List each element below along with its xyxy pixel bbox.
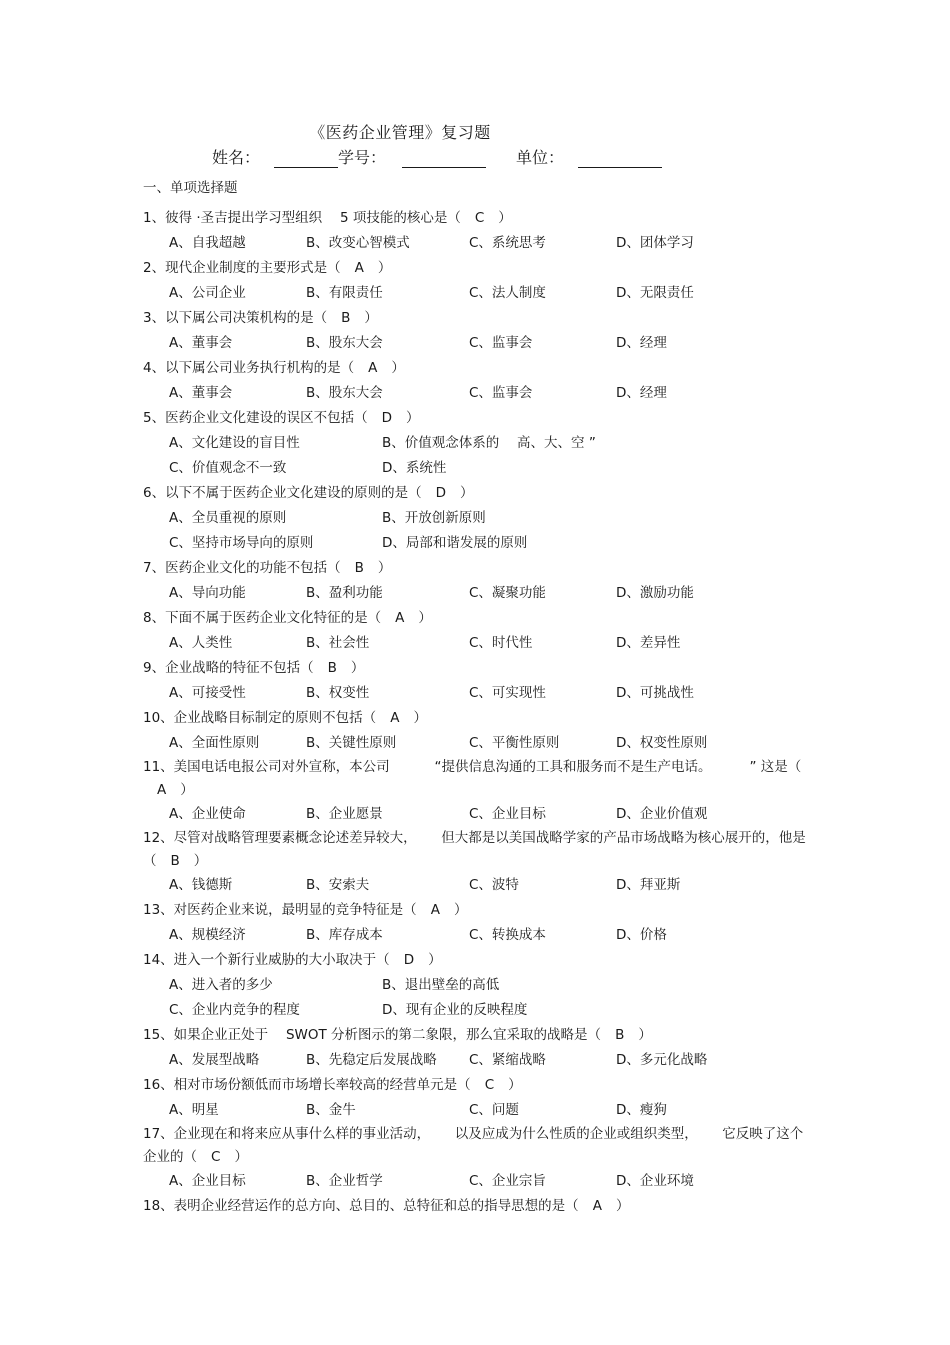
question-stem: [143, 356, 808, 381]
question-stem: [143, 1073, 808, 1098]
answer-letter: A: [390, 710, 400, 726]
option-row: [143, 731, 808, 756]
document-title: 《医药企业管理》复习题: [309, 123, 491, 142]
option-row: [143, 631, 808, 656]
question-item: [143, 206, 808, 256]
option-b-text: D、局部和谐发展的原则: [382, 535, 528, 551]
question-text: 2、现代企业制度的主要形式是（: [143, 260, 341, 276]
id-label: 学号：: [338, 148, 387, 167]
question-item: [143, 481, 808, 556]
answer-letter: C: [474, 210, 485, 226]
option-b-text: B、关键性原则: [306, 735, 397, 751]
answer-close-paren: ）: [377, 560, 392, 576]
answer-letter: B: [341, 310, 351, 326]
answer-letter: A: [430, 902, 440, 918]
option-row: [143, 973, 808, 998]
question-text: 10、企业战略目标制定的原则不包括（: [143, 710, 377, 726]
option-row: [143, 681, 808, 706]
option-d-text: D、经理: [616, 335, 667, 351]
answer-letter: D: [435, 485, 446, 501]
answer-letter: B: [327, 660, 337, 676]
answer-close-paren: ）: [234, 1149, 248, 1165]
answer-letter: A: [592, 1198, 602, 1214]
question-text: 9、企业战略的特征不包括（: [143, 660, 314, 676]
option-d-text: D、拜亚斯: [616, 877, 681, 893]
option-d-text: D、价格: [616, 927, 667, 943]
question-stem: [143, 306, 808, 331]
name-label: 姓名：: [212, 148, 261, 167]
answer-letter: B: [354, 560, 364, 576]
option-b-text: B、股东大会: [306, 335, 383, 351]
option-b-text: B、安索夫: [306, 877, 370, 893]
option-d-text: D、激励功能: [616, 585, 694, 601]
question-text: 1、彼得 ·圣吉提出学习型组织 5 项技能的核心是（: [143, 210, 461, 226]
option-c-text: C、企业目标: [469, 806, 546, 822]
option-b-text: B、库存成本: [306, 927, 383, 943]
question-stem: [143, 256, 808, 281]
question-stem: [143, 1194, 808, 1219]
question-item: [143, 656, 808, 706]
option-b-text: B、先稳定后发展战略: [306, 1052, 437, 1068]
question-text: 17、企业现在和将来应从事什么样的事业活动， 以及应成为什么性质的企业或组织类型， 它反映了这个企业的（: [143, 1126, 804, 1165]
option-c-text: C、法人制度: [469, 285, 546, 301]
option-d-text: D、企业环境: [616, 1173, 694, 1189]
question-stem: [143, 656, 808, 681]
question-stem: [143, 556, 808, 581]
option-a-text: A、钱德斯: [169, 877, 233, 893]
option-a-text: A、董事会: [169, 385, 233, 401]
answer-close-paren: ）: [453, 902, 468, 918]
option-b-text: B、开放创新原则: [382, 510, 486, 526]
question-stem: [143, 481, 808, 506]
question-item: [143, 556, 808, 606]
answer-close-paren: ）: [391, 360, 405, 376]
option-d-text: D、经理: [616, 385, 667, 401]
question-item: [143, 827, 808, 898]
answer-close-paren: ）: [413, 710, 427, 726]
question-stem: [143, 898, 808, 923]
option-a-text: A、公司企业: [169, 285, 246, 301]
option-b-text: B、金牛: [306, 1102, 356, 1118]
answer-close-paren: ）: [377, 260, 392, 276]
option-d-text: D、可挑战性: [616, 685, 694, 701]
option-d-text: D、权变性原则: [616, 735, 708, 751]
option-row: [143, 1048, 808, 1073]
answer-close-paren: ）: [508, 1077, 522, 1093]
answer-close-paren: ）: [350, 660, 365, 676]
option-a-text: A、企业目标: [169, 1173, 246, 1189]
option-a-text: A、可接受性: [169, 685, 246, 701]
question-item: [143, 356, 808, 406]
question-text: 14、进入一个新行业威胁的大小取决于（: [143, 952, 390, 968]
question-text: 11、美国电话电报公司对外宣称，本公司 “提供信息沟通的工具和服务而不是生产电话。 ” 这是（: [143, 759, 802, 775]
unit-label: 单位：: [516, 148, 565, 167]
option-c-text: C、监事会: [469, 385, 533, 401]
option-a-text: A、企业使命: [169, 806, 246, 822]
question-text: 13、对医药企业来说，最明显的竞争特征是（: [143, 902, 417, 918]
question-text: 15、如果企业正处于 SWOT 分析图示的第二象限，那么宜采取的战略是（: [143, 1027, 602, 1043]
option-row: [143, 281, 808, 306]
answer-letter: D: [403, 952, 415, 968]
option-row: [143, 923, 808, 948]
name-blank[interactable]: [274, 151, 338, 168]
student-info-line: [212, 145, 662, 168]
option-row: [143, 581, 808, 606]
question-text: 6、以下不属于医药企业文化建设的原则的是（: [143, 485, 422, 501]
answer-close-paren: ）: [193, 853, 208, 869]
option-row: [143, 1098, 808, 1123]
question-text: 12、尽管对战略管理要素概念论述差异较大， 但大都是以美国战略学家的产品市场战略为核心展开的，他是（: [143, 830, 806, 869]
answer-letter: D: [381, 410, 392, 426]
question-item: [143, 406, 808, 481]
option-row: [143, 531, 808, 556]
question-item: [143, 606, 808, 656]
question-text: 4、以下属公司业务执行机构的是（: [143, 360, 355, 376]
option-b-text: B、股东大会: [306, 385, 383, 401]
question-stem: [143, 827, 808, 873]
question-item: [143, 1194, 808, 1219]
option-b-text: B、企业愿景: [306, 806, 383, 822]
question-stem: [143, 706, 808, 731]
option-b-text: B、退出壁垒的高低: [382, 977, 500, 993]
section-heading: 一、单项选择题: [143, 180, 238, 196]
option-c-text: C、平衡性原则: [469, 735, 560, 751]
option-c-text: C、企业宗旨: [469, 1173, 546, 1189]
option-c-text: C、凝聚功能: [469, 585, 546, 601]
option-b-text: B、权变性: [306, 685, 370, 701]
answer-letter: C: [211, 1149, 221, 1165]
option-b-text: B、价值观念体系的 高、大、空 ”: [382, 435, 596, 451]
answer-close-paren: ）: [428, 952, 442, 968]
option-d-text: D、差异性: [616, 635, 681, 651]
option-d-text: D、团体学习: [616, 235, 694, 251]
option-a-text: A、明星: [169, 1102, 219, 1118]
answer-close-paren: ）: [406, 410, 420, 426]
answer-close-paren: ）: [418, 610, 432, 626]
question-stem: [143, 1123, 808, 1169]
option-row: [143, 456, 808, 481]
answer-letter: A: [368, 360, 378, 376]
option-a-text: C、企业内竞争的程度: [169, 1002, 300, 1018]
option-b-text: B、企业哲学: [306, 1173, 383, 1189]
option-a-text: C、坚持市场导向的原则: [169, 535, 314, 551]
option-row: [143, 873, 808, 898]
answer-close-paren: ）: [638, 1027, 652, 1043]
option-row: [143, 231, 808, 256]
question-text: 18、表明企业经营运作的总方向、总目的、总特征和总的指导思想的是（: [143, 1198, 579, 1214]
option-row: [143, 331, 808, 356]
question-stem: [143, 756, 808, 802]
option-c-text: C、系统思考: [469, 235, 546, 251]
question-item: [143, 1073, 808, 1123]
option-a-text: A、进入者的多少: [169, 977, 273, 993]
option-a-text: C、价值观念不一致: [169, 460, 287, 476]
option-b-text: B、改变心智模式: [306, 235, 410, 251]
option-c-text: C、监事会: [469, 335, 533, 351]
question-list: [143, 206, 808, 1219]
question-item: [143, 306, 808, 356]
question-item: [143, 1023, 808, 1073]
question-stem: [143, 1023, 808, 1048]
option-b-text: B、有限责任: [306, 285, 383, 301]
answer-close-paren: ）: [180, 782, 194, 798]
question-text: 5、医药企业文化建设的误区不包括（: [143, 410, 368, 426]
answer-close-paren: ）: [615, 1198, 630, 1214]
answer-letter: A: [157, 782, 167, 798]
option-a-text: A、文化建设的盲目性: [169, 435, 300, 451]
option-row: [143, 802, 808, 827]
option-c-text: C、可实现性: [469, 685, 546, 701]
option-d-text: D、无限责任: [616, 285, 694, 301]
option-c-text: C、波特: [469, 877, 519, 893]
question-item: [143, 706, 808, 756]
answer-letter: A: [395, 610, 405, 626]
option-d-text: D、多元化战略: [616, 1052, 708, 1068]
option-c-text: C、时代性: [469, 635, 533, 651]
question-item: [143, 1123, 808, 1194]
answer-close-paren: ）: [460, 485, 474, 501]
question-stem: [143, 406, 808, 431]
option-c-text: C、转换成本: [469, 927, 546, 943]
answer-letter: C: [484, 1077, 495, 1093]
option-a-text: A、发展型战略: [169, 1052, 260, 1068]
option-d-text: D、企业价值观: [616, 806, 708, 822]
option-row: [143, 998, 808, 1023]
option-c-text: C、问题: [469, 1102, 519, 1118]
answer-letter: B: [615, 1027, 625, 1043]
option-a-text: A、导向功能: [169, 585, 246, 601]
option-b-text: D、系统性: [382, 460, 447, 476]
option-a-text: A、全员重视的原则: [169, 510, 287, 526]
answer-letter: A: [354, 260, 364, 276]
option-b-text: B、盈利功能: [306, 585, 383, 601]
option-a-text: A、人类性: [169, 635, 233, 651]
option-a-text: A、规模经济: [169, 927, 246, 943]
question-item: [143, 256, 808, 306]
question-stem: [143, 606, 808, 631]
option-a-text: A、全面性原则: [169, 735, 260, 751]
question-stem: [143, 206, 808, 231]
id-blank[interactable]: [402, 151, 486, 168]
question-item: [143, 898, 808, 948]
question-item: [143, 756, 808, 827]
question-text: 16、相对市场份额低而市场增长率较高的经营单元是（: [143, 1077, 471, 1093]
option-b-text: D、现有企业的反映程度: [382, 1002, 528, 1018]
answer-letter: B: [170, 853, 180, 869]
question-text: 3、以下属公司决策机构的是（: [143, 310, 328, 326]
option-row: [143, 381, 808, 406]
unit-blank[interactable]: [578, 151, 662, 168]
option-a-text: A、自我超越: [169, 235, 246, 251]
question-text: 8、下面不属于医药企业文化特征的是（: [143, 610, 382, 626]
option-c-text: C、紧缩战略: [469, 1052, 546, 1068]
answer-close-paren: ）: [498, 210, 512, 226]
question-item: [143, 948, 808, 1023]
option-d-text: D、瘦狗: [616, 1102, 667, 1118]
option-row: [143, 1169, 808, 1194]
option-a-text: A、董事会: [169, 335, 233, 351]
answer-close-paren: ）: [364, 310, 378, 326]
option-b-text: B、社会性: [306, 635, 370, 651]
option-row: [143, 506, 808, 531]
question-stem: [143, 948, 808, 973]
option-row: [143, 431, 808, 456]
question-text: 7、医药企业文化的功能不包括（: [143, 560, 341, 576]
